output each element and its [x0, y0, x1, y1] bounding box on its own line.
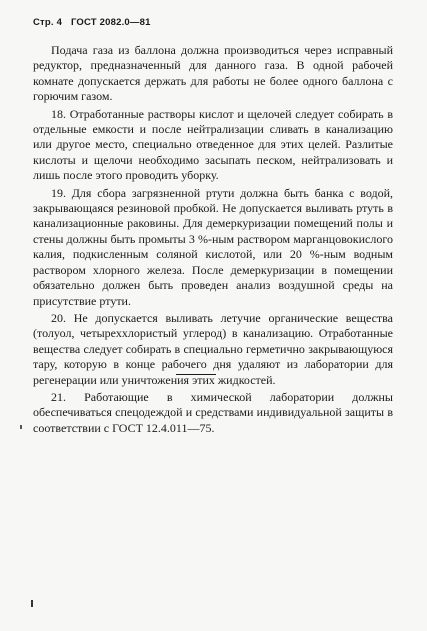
paragraph-19: 19. Для сбора загрязненной ртути должна быть банка с водой, закрывающаяся резиновой пробкой. Не допускается выливать ртуть в канализационные раковины. Для демеркуризации помещений полы и стены должны быть промыты 3 %-ным раствором марганцовокислого калия, подкисленным соляной кислотой, или 20 %-ным водным раствором хлорного железа. После демеркуризации в помещении обязательно должен быть проведен анализ воздушной среды на присутствие ртути. — [33, 185, 393, 308]
scan-mark — [20, 425, 22, 429]
paragraph-20: 20. Не допускается выливать летучие органические вещества (толуол, четыреххлористый углерод) в канализацию. Отработанные вещества следует собирать в специально герметично закрывающуюся тару, которую в конце рабочего дня удаляют из лаборатории для регенерации или уничтожения этих жидкостей. — [33, 310, 393, 387]
page-header — [33, 17, 157, 28]
paragraph-gas-cylinder: Подача газа из баллона должна производиться через исправный редуктор, предназначенный для данного газа. В одной рабочей комнате допускается держать для работы не более одного баллона с горючим газом. — [33, 43, 393, 104]
end-divider — [176, 374, 216, 375]
paragraph-18: 18. Отработанные растворы кислот и щелочей следует собирать в отдельные емкости и после нейтрализации сливать в канализацию или другое место, специально отведенное для этих целей. Разлитые кислоты и щелочи необходимо засыпать песком, нейтрализовать и лишь после этого проводить уборку. — [33, 106, 393, 183]
standard-number: ГОСТ 2082.0—81 — [70, 17, 151, 28]
page-number: Стр. 4 — [33, 17, 63, 28]
document-body — [33, 43, 393, 438]
paragraph-21: 21. Работающие в химической лаборатории должны обеспечиваться спецодеждой и средствами индивидуальной защиты в соответствии с ГОСТ 12.4.011—75. — [33, 389, 393, 435]
scan-mark — [31, 600, 33, 607]
